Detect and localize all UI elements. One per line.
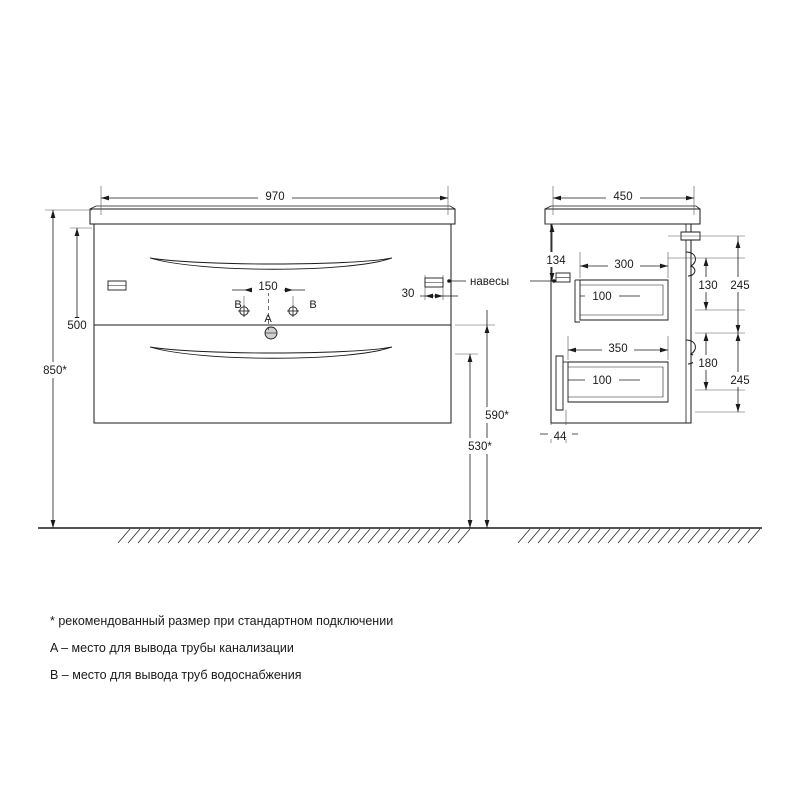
dim-arrow-450-right <box>686 196 694 201</box>
dim-label-180: 180 <box>698 358 718 370</box>
side-hanger-leader-dot <box>552 279 556 283</box>
dim-arrow-130-top <box>704 258 709 266</box>
dim-label-530: 530* <box>468 441 492 453</box>
dim-arrow-450-left <box>553 196 561 201</box>
dim-arrow-180-bottom <box>704 382 709 390</box>
dim-label-350: 350 <box>608 343 628 355</box>
dim-arrow-590-bottom <box>485 520 490 528</box>
legend-notes <box>50 608 570 689</box>
dim-label-width-970: 970 <box>265 191 285 203</box>
dim-label-134: 134 <box>546 255 566 267</box>
dim-arrow-530-bottom <box>468 520 473 528</box>
dim-arrow-500-top <box>75 228 80 236</box>
front-view-group <box>36 186 516 528</box>
floor-hatch-right <box>518 529 760 543</box>
hangers-leader-dot <box>447 279 451 283</box>
dim-arrow-180-top <box>704 333 709 341</box>
side-lower-drawer-front <box>556 356 563 410</box>
dim-arrow-850-bottom <box>51 520 56 528</box>
dim-label-245-top: 245 <box>730 280 750 292</box>
dim-label-depth-450: 450 <box>613 191 633 203</box>
dim-arrow-245-top-b <box>736 325 741 333</box>
legend-line-0: * рекомендованный размер при стандартном подключении <box>50 614 394 628</box>
floor-hatch-left <box>118 529 470 543</box>
dim-arrow-245-bottom-b <box>736 404 741 412</box>
dim-arrow-590-top <box>485 325 490 333</box>
dim-label-590: 590* <box>485 410 509 422</box>
front-countertop <box>90 209 455 224</box>
dim-label-height-500: 500 <box>67 320 87 332</box>
dim-label-100-top: 100 <box>592 291 612 303</box>
dim-arrow-130-bottom <box>704 302 709 310</box>
callout-b-right: B <box>309 299 317 311</box>
dim-arrow-245-bottom-a <box>736 333 741 341</box>
legend-line-2: B – место для вывода труб водоснабжения <box>50 668 302 682</box>
dim-arrow-530-top <box>468 354 473 362</box>
dim-label-150: 150 <box>258 281 278 293</box>
side-view-group <box>530 186 755 443</box>
dim-label-300: 300 <box>614 259 634 271</box>
dim-label-total-height-850: 850* <box>43 365 67 377</box>
callout-b-left: B <box>234 299 242 311</box>
dim-arrow-850-top <box>51 210 56 218</box>
dim-label-100-bottom: 100 <box>592 375 612 387</box>
dim-arrow-245-top-a <box>736 240 741 248</box>
label-hangers: навесы <box>470 276 510 288</box>
callout-a-center: A <box>264 313 272 325</box>
floor-group <box>38 528 762 543</box>
dim-arrow-970-left <box>101 196 109 201</box>
front-cabinet-body <box>94 224 451 423</box>
legend-line-1: A – место для вывода трубы канализации <box>50 641 294 655</box>
dim-label-245-bottom: 245 <box>730 375 750 387</box>
dim-label-44: 44 <box>553 431 567 443</box>
dim-label-30: 30 <box>401 288 415 300</box>
dim-arrow-970-right <box>440 196 448 201</box>
side-countertop <box>545 209 700 224</box>
dim-label-130: 130 <box>698 280 718 292</box>
